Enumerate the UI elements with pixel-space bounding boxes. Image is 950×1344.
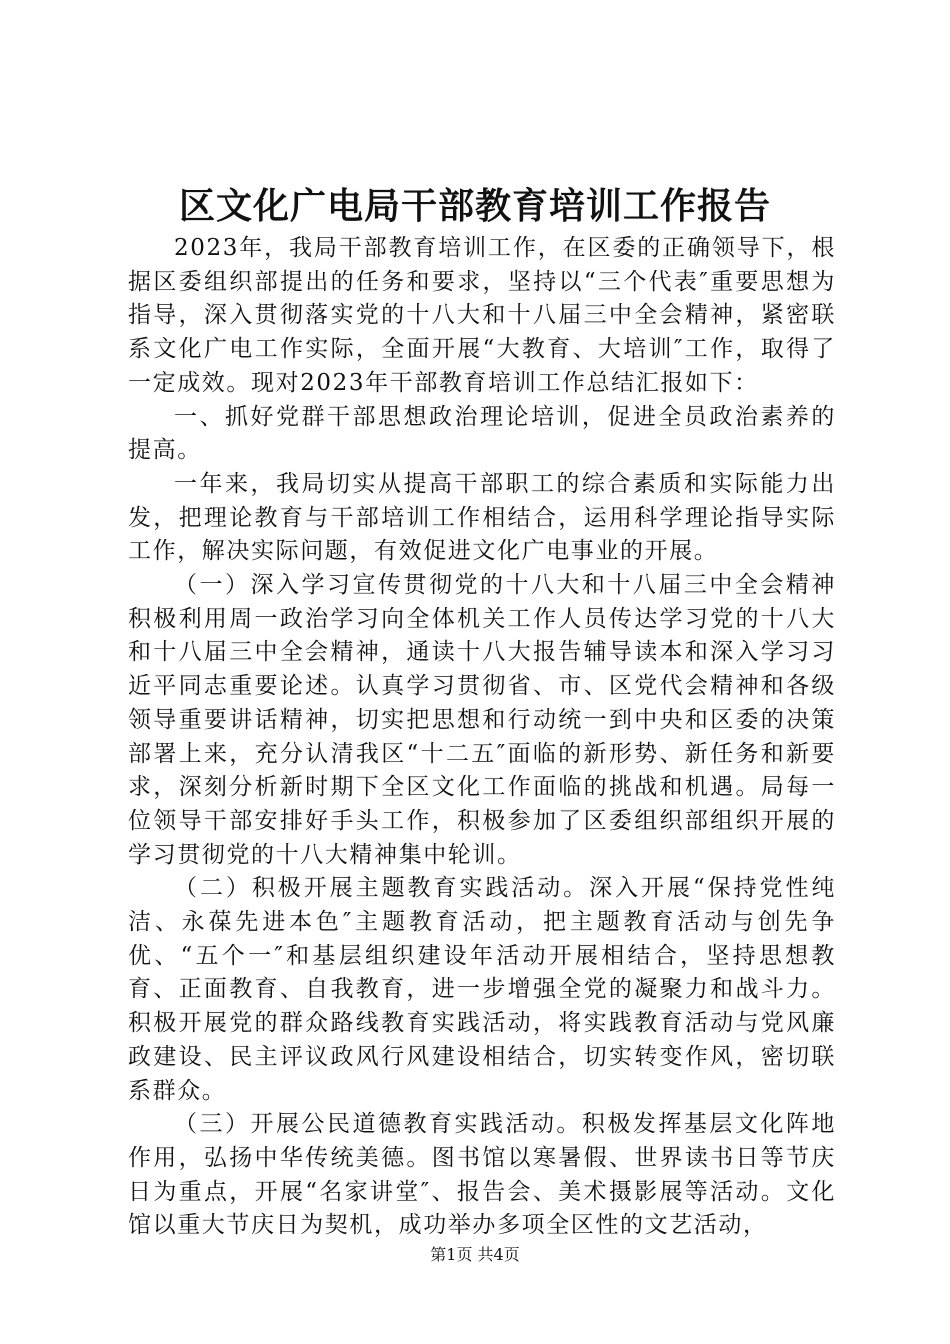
paragraph-item-one: （一）深入学习宣传贯彻党的十八大和十八届三中全会精神积极利用周一政治学习向全体机关工作人员传达学习党的十八大和十八届三中全会精神，通读十八大报告辅导读本和深入学习习近平同志重要论述。认真学习贯彻省、市、区党代会精神和各级领导重要讲话精神，切实把思想和行动统一到中央和区委的决策部署上来，充分认清我区“十二五″面临的新形势、新任务和新要求，深刻分析新时期下全区文化工作面临的挑战和机遇。局每一位领导干部安排好手头工作，积极参加了区委组织部组织开展的学习贯彻党的十八大精神集中轮训。	[128, 572, 836, 868]
paragraph-intro: 2023年，我局干部教育培训工作，在区委的正确领导下，根据区委组织部提出的任务和要求，坚持以“三个代表″重要思想为指导，深入贯彻落实党的十八大和十八届三中全会精神，紧密联系文化广电工作实际，全面开展“大教育、大培训″工作，取得了一定成效。现对2023年干部教育培训工作总结汇报如下：	[128, 235, 836, 396]
paragraph-section-one-heading: 一、抓好党群干部思想政治理论培训，促进全员政治素养的提高。	[128, 403, 836, 464]
document-body	[128, 232, 836, 1243]
paragraph-item-two: （二）积极开展主题教育实践活动。深入开展“保持党性纯洁、永葆先进本色″主题教育活动，把主题教育活动与创先争优、“五个一″和基层组织建设年活动开展相结合，坚持思想教育、正面教育、自我教育，进一步增强全党的凝聚力和战斗力。积极开展党的群众路线教育实践活动，将实践教育活动与党风廉政建设、民主评议政风行风建设相结合，切实转变作风，密切联系群众。	[128, 875, 836, 1104]
paragraph-item-three: （三）开展公民道德教育实践活动。积极发挥基层文化阵地作用，弘扬中华传统美德。图书馆以寒暑假、世界读书日等节庆日为重点，开展“名家讲堂″、报告会、美术摄影展等活动。文化馆以重大节庆日为契机，成功举办多项全区性的文艺活动，	[128, 1111, 836, 1239]
document-title: 区文化广电局干部教育培训工作报告	[178, 185, 771, 227]
paragraph-section-one-summary: 一年来，我局切实从提高干部职工的综合素质和实际能力出发，把理论教育与干部培训工作相结合，运用科学理论指导实际工作，解决实际问题，有效促进文化广电事业的开展。	[128, 470, 836, 565]
page-number-footer: 第1页 共4页	[430, 1245, 520, 1264]
